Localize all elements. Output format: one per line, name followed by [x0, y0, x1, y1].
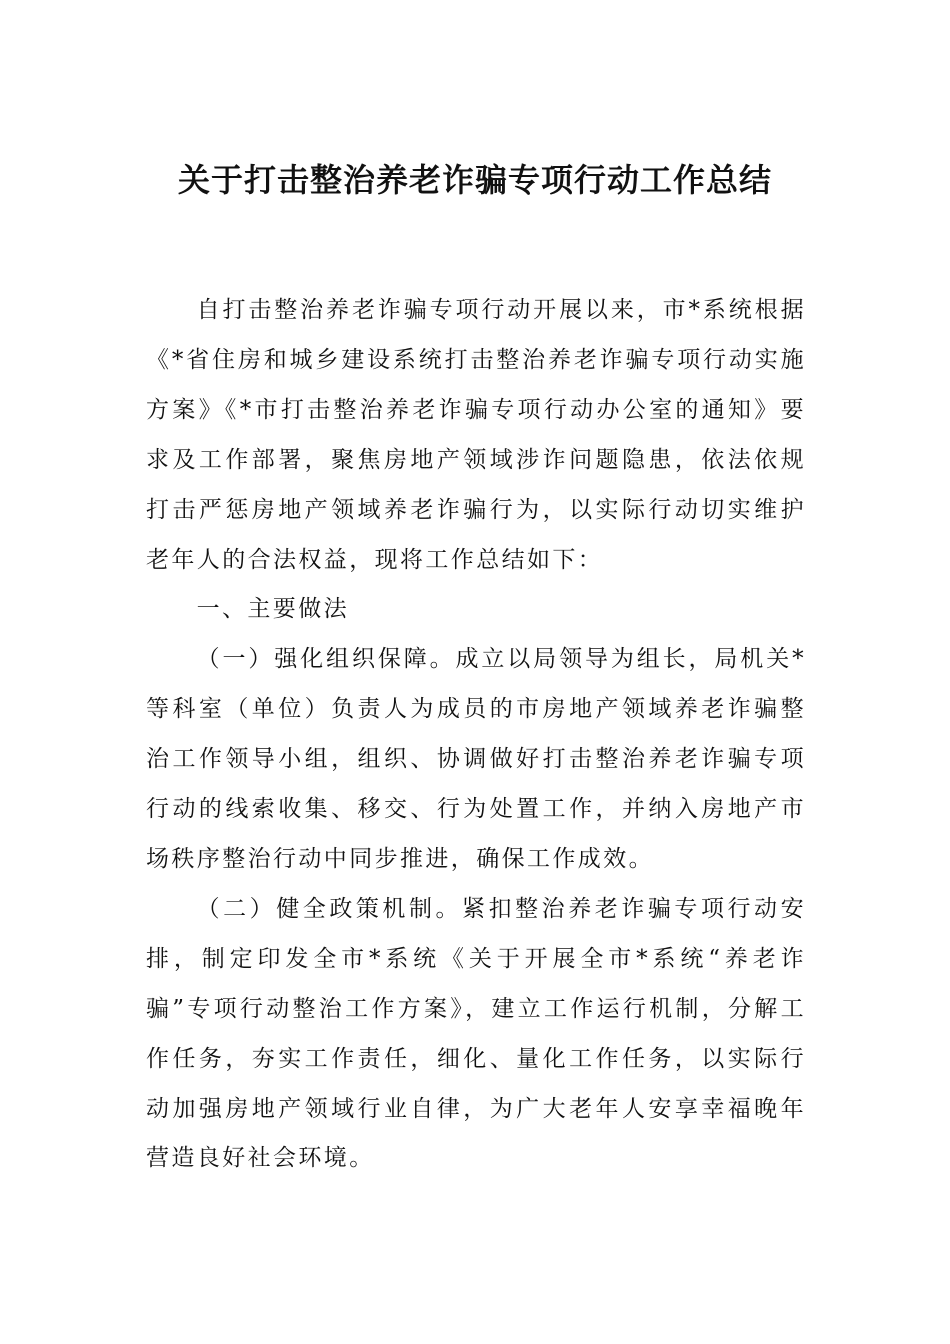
paragraph-policy-mechanism: （二）健全政策机制。紧扣整治养老诈骗专项行动安排，制定印发全市*系统《关于开展全市*系统“养老诈骗”专项行动整治工作方案》，建立工作运行机制，分解工作任务，夯实工作责任，细化、量化工作任务，以实际行动加强房地产领域行业自律，为广大老年人安享幸福晚年营造良好社会环境。	[146, 895, 806, 1172]
intro-paragraph: 自打击整治养老诈骗专项行动开展以来，市*系统根据《*省住房和城乡建设系统打击整治养老诈骗专项行动实施方案》《*市打击整治养老诈骗专项行动办公室的通知》要求及工作部署，聚焦房地产领域涉诈问题隐患，依法依规打击严惩房地产领域养老诈骗行为，以实际行动切实维护老年人的合法权益，现将工作总结如下：	[146, 297, 806, 573]
paragraph-organization-guarantee: （一）强化组织保障。成立以局领导为组长，局机关*等科室（单位）负责人为成员的市房地产领域养老诈骗整治工作领导小组，组织、协调做好打击整治养老诈骗专项行动的线索收集、移交、行为处置工作，并纳入房地产市场秩序整治行动中同步推进，确保工作成效。	[146, 646, 806, 872]
document-body	[146, 286, 806, 1184]
section-heading-main-practices: 一、主要做法	[196, 596, 349, 623]
document-title: 关于打击整治养老诈骗专项行动工作总结	[177, 161, 772, 199]
